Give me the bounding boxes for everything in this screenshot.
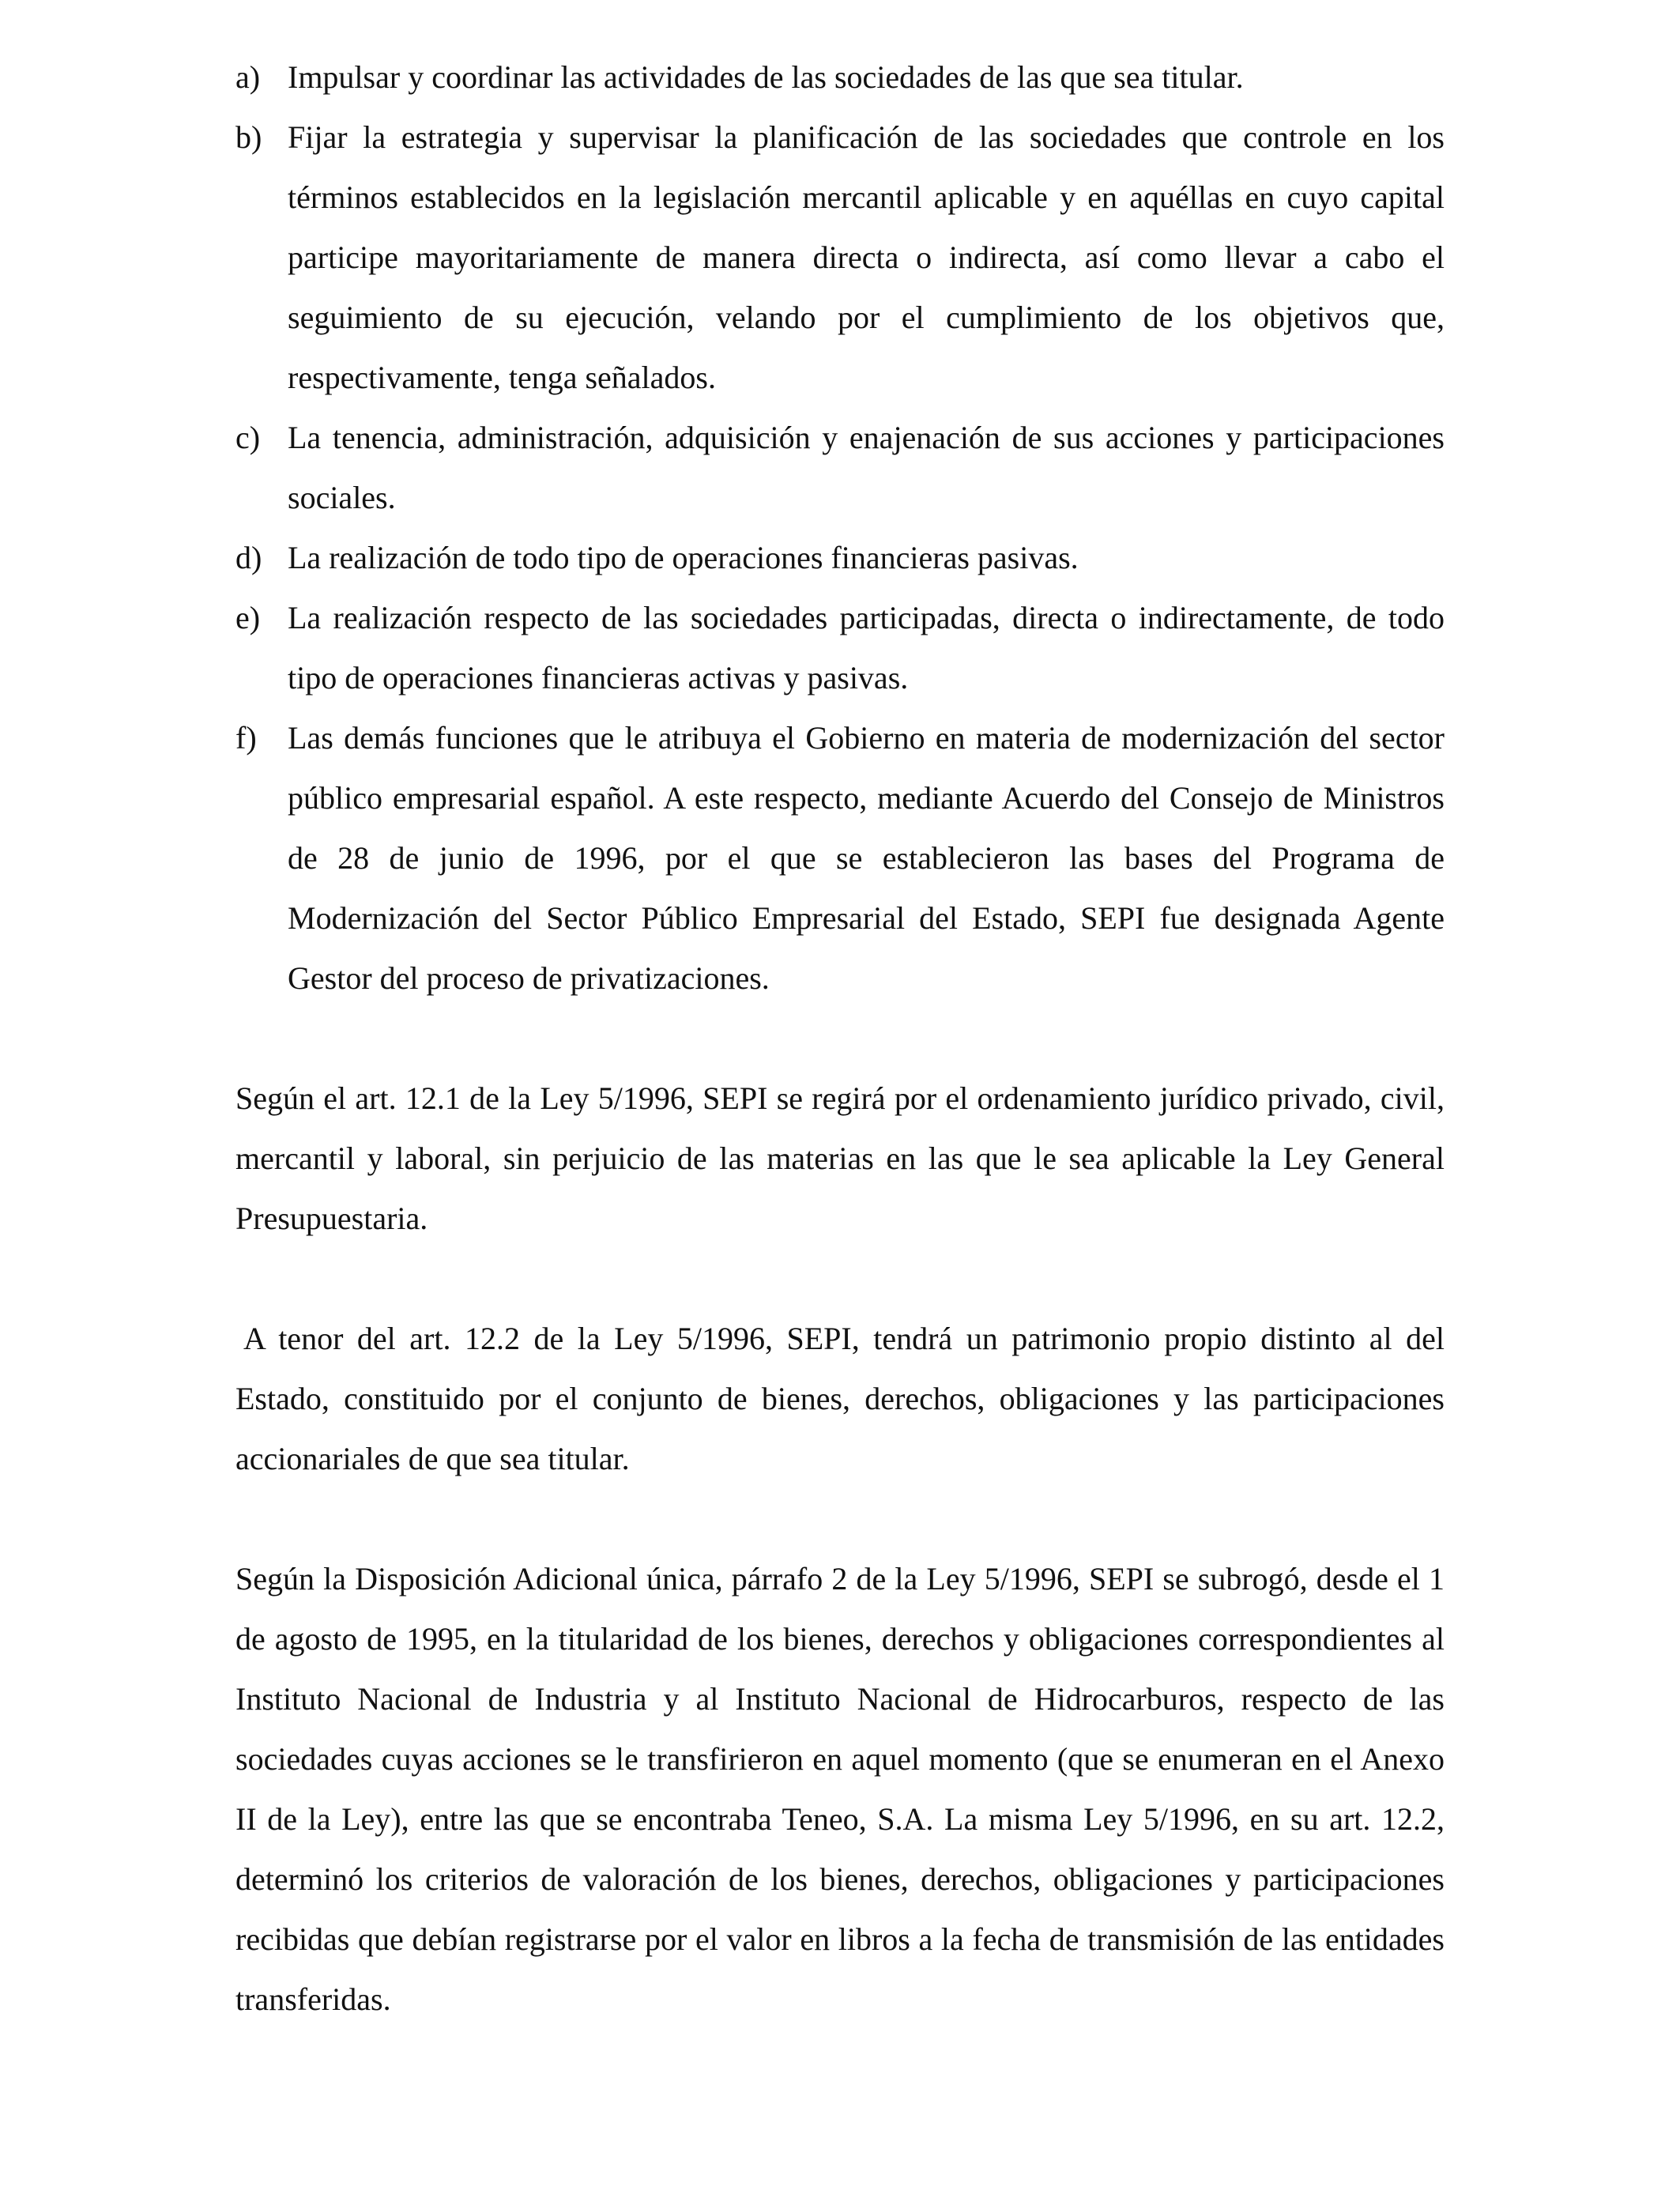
list-item bbox=[235, 708, 1445, 1008]
list-item-text: Impulsar y coordinar las actividades de las sociedades de las que sea titular. bbox=[288, 59, 1244, 95]
list-item-marker: d) bbox=[235, 540, 262, 575]
list-item bbox=[235, 47, 1445, 107]
list-item bbox=[235, 588, 1445, 708]
list-item-marker: e) bbox=[235, 600, 261, 635]
list-item bbox=[235, 107, 1445, 408]
paragraph-subrogation: Según la Disposición Adicional única, párrafo 2 de la Ley 5/1996, SEPI se subrogó, desde el 1 de agosto de 1995, en la titularidad de los bienes, derechos y obligaciones correspondientes al Instituto Nacional de Industria y al Instituto Nacional de Hidrocarburos, respecto de las sociedades cuyas acciones se le transfirieron en aquel momento (que se enumeran en el Anexo II de la Ley), entre las que se encontraba Teneo, S.A. La misma Ley 5/1996, en su art. 12.2, determinó los criterios de valoración de los bienes, derechos, obligaciones y participaciones recibidas que debían registrarse por el valor en libros a la fecha de transmisión de las entidades transferidas. bbox=[235, 1561, 1445, 2017]
list-item-marker: f) bbox=[235, 720, 257, 756]
list-item-text: La realización respecto de las sociedades participadas, directa o indirectamente, de todo tipo de operaciones financieras activas y pasivas. bbox=[288, 600, 1445, 696]
list-item-text: La tenencia, administración, adquisición y enajenación de sus acciones y participaciones sociales. bbox=[288, 420, 1445, 515]
list-item-text: Fijar la estrategia y supervisar la planificación de las sociedades que controle en los términos establecidos en la legislación mercantil aplicable y en aquéllas en cuyo capital participe mayoritariamente de manera directa o indirecta, así como llevar a cabo el seguimiento de su ejecución, velando por el cumplimiento de los objetivos que, respectivamente, tenga señalados. bbox=[288, 119, 1445, 395]
list-item-text: La realización de todo tipo de operaciones financieras pasivas. bbox=[288, 540, 1079, 575]
list-item-marker: c) bbox=[235, 420, 261, 455]
document-page bbox=[235, 47, 1445, 2030]
list-item-marker: b) bbox=[235, 119, 262, 155]
functions-list bbox=[235, 47, 1445, 1008]
list-item-text: Las demás funciones que le atribuya el Gobierno en materia de modernización del sector público empresarial español. A este respecto, mediante Acuerdo del Consejo de Ministros de 28 de junio de 1996, por el que se establecieron las bases del Programa de Modernización del Sector Público Empresarial del Estado, SEPI fue designada Agente Gestor del proceso de privatizaciones. bbox=[288, 720, 1445, 996]
paragraph-legal-regime: Según el art. 12.1 de la Ley 5/1996, SEPI se regirá por el ordenamiento jurídico privado, civil, mercantil y laboral, sin perjuicio de las materias en las que le sea aplicable la Ley General Presupuestaria. bbox=[235, 1080, 1445, 1236]
paragraph-patrimony: A tenor del art. 12.2 de la Ley 5/1996, SEPI, tendrá un patrimonio propio distinto al del Estado, constituido por el conjunto de bienes, derechos, obligaciones y las participaciones accionariales de que sea titular. bbox=[235, 1321, 1445, 1476]
list-item bbox=[235, 408, 1445, 528]
list-item-marker: a) bbox=[235, 59, 261, 95]
list-item bbox=[235, 528, 1445, 588]
